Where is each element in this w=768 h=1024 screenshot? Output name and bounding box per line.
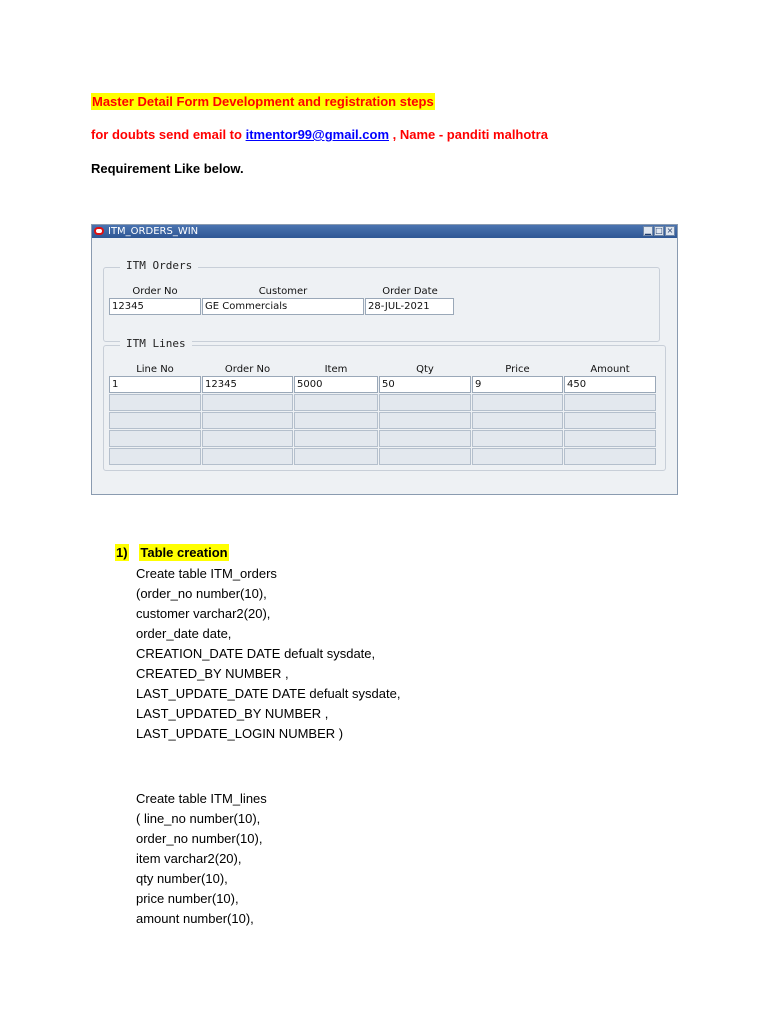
window-controls	[643, 226, 675, 236]
window-titlebar	[92, 225, 677, 238]
order-no-label: Order No	[132, 286, 178, 297]
line-cell[interactable]	[472, 430, 563, 447]
line-cell[interactable]	[379, 394, 471, 411]
line-cell[interactable]: 12345	[202, 376, 293, 393]
step-heading	[115, 545, 229, 560]
maximize-icon[interactable]: □	[655, 226, 663, 235]
code-line: CREATED_BY NUMBER ,	[136, 666, 289, 681]
line-cell[interactable]	[294, 430, 378, 447]
col-order-no: Order No	[224, 364, 271, 375]
line-cell[interactable]	[294, 448, 378, 465]
line-cell[interactable]: 9	[472, 376, 563, 393]
step-title: Table creation	[140, 545, 228, 560]
oracle-logo-icon	[94, 227, 104, 235]
line-cell[interactable]: 50	[379, 376, 471, 393]
col-item: Item	[324, 364, 348, 375]
line-cell[interactable]	[564, 430, 656, 447]
code-line: price number(10),	[136, 891, 239, 906]
line-cell[interactable]: 1	[109, 376, 201, 393]
code-line: Create table ITM_lines	[136, 791, 267, 806]
line-cell[interactable]	[472, 412, 563, 429]
window-title: ITM_ORDERS_WIN	[108, 226, 199, 237]
line-cell[interactable]	[202, 412, 293, 429]
line-cell[interactable]: 450	[564, 376, 656, 393]
line-cell[interactable]: 5000	[294, 376, 378, 393]
code-line: LAST_UPDATE_DATE DATE defualt sysdate,	[136, 686, 401, 701]
line-cell[interactable]	[202, 448, 293, 465]
code-line: (order_no number(10),	[136, 586, 267, 601]
line-cell[interactable]	[472, 448, 563, 465]
email-link[interactable]: itmentor99@gmail.com	[245, 127, 390, 142]
line-cell[interactable]	[109, 394, 201, 411]
code-line: order_date date,	[136, 626, 232, 641]
order-date-label: Order Date	[382, 286, 438, 297]
close-icon[interactable]: ×	[666, 226, 674, 235]
customer-field[interactable]: GE Commercials	[202, 298, 364, 315]
col-qty: Qty	[416, 364, 434, 375]
step-number: 1)	[116, 545, 128, 560]
code-line: Create table ITM_orders	[136, 566, 277, 581]
order-date-field[interactable]: 28-JUL-2021	[365, 298, 454, 315]
line-cell[interactable]	[294, 394, 378, 411]
line-cell[interactable]	[379, 412, 471, 429]
lines-group-title: ITM Lines	[120, 337, 192, 350]
code-line: LAST_UPDATE_LOGIN NUMBER )	[136, 726, 344, 741]
code-line: item varchar2(20),	[136, 851, 242, 866]
line-cell[interactable]	[564, 412, 656, 429]
document-heading: Master Detail Form Development and registration steps	[92, 94, 434, 109]
minimize-icon[interactable]: ▁	[644, 226, 652, 235]
code-line: ( line_no number(10),	[136, 811, 261, 826]
code-line: amount number(10),	[136, 911, 254, 926]
line-cell[interactable]	[202, 394, 293, 411]
code-line: order_no number(10),	[136, 831, 263, 846]
line-cell[interactable]	[294, 412, 378, 429]
code-line: qty number(10),	[136, 871, 228, 886]
code-line: customer varchar2(20),	[136, 606, 271, 621]
line-cell[interactable]	[564, 394, 656, 411]
col-line-no: Line No	[136, 364, 174, 375]
line-cell[interactable]	[109, 430, 201, 447]
col-price: Price	[505, 364, 530, 375]
line-cell[interactable]	[109, 448, 201, 465]
customer-label: Customer	[258, 286, 308, 297]
code-line: CREATION_DATE DATE defualt sysdate,	[136, 646, 376, 661]
line-cell[interactable]	[379, 448, 471, 465]
form-window-screenshot	[91, 224, 678, 495]
order-no-field[interactable]: 12345	[109, 298, 201, 315]
line-cell[interactable]	[564, 448, 656, 465]
line-cell[interactable]	[109, 412, 201, 429]
line-cell[interactable]	[379, 430, 471, 447]
line-cell[interactable]	[472, 394, 563, 411]
col-amount: Amount	[590, 364, 630, 375]
code-line: LAST_UPDATED_BY NUMBER ,	[136, 706, 329, 721]
orders-group-title: ITM Orders	[120, 259, 198, 272]
requirement-text: Requirement Like below.	[91, 161, 244, 176]
contact-line: for doubts send email to itmentor99@gmail.com , Name - panditi malhotra	[91, 127, 548, 142]
line-cell[interactable]	[202, 430, 293, 447]
